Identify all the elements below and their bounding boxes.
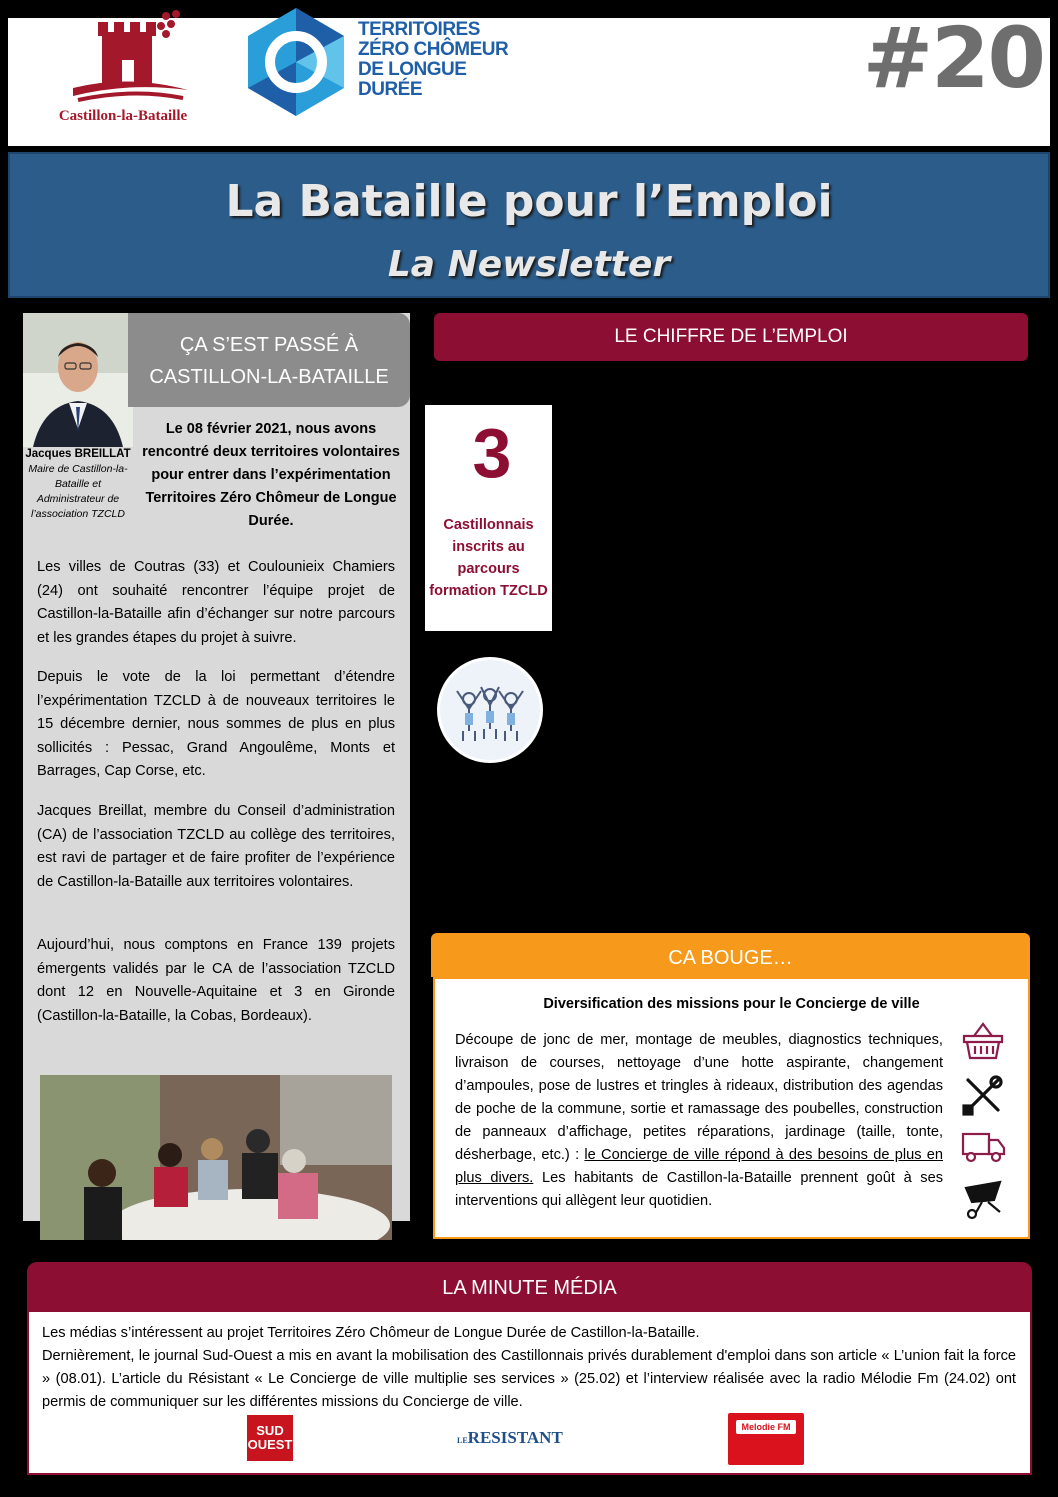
tzcld-emblem-icon xyxy=(240,6,352,118)
passe-header-line-1: ÇA S’EST PASSÉ À xyxy=(179,334,359,356)
sud-ouest-logo xyxy=(247,1415,293,1461)
bouge-text xyxy=(455,1029,943,1213)
person-name: Jacques BREILLAT xyxy=(25,448,131,460)
tzcld-line-1: TERRITOIRES xyxy=(358,19,480,40)
resistant-prefix: LE xyxy=(457,1436,468,1445)
resistant-wordmark: RESISTANT xyxy=(467,1428,563,1447)
passe-header-line-2: CASTILLON-LA-BATAILLE xyxy=(149,366,389,388)
melodie-fm-wordmark: Melodie FM xyxy=(736,1420,796,1434)
sud-ouest-logo-line-1: SUD xyxy=(256,1423,284,1438)
bouge-text-part: Les habitants de Castillon-la-Bataille prennent goût à ses interventions qui allègent leur quotidien. xyxy=(455,1170,944,1209)
media-line-1: Les médias s’intéressent au projet Territoires Zéro Chômeur de Longue Durée de Castillon-la-Bataille. xyxy=(42,1325,700,1341)
media-line-2: Dernièrement, le journal Sud-Ouest a mis en avant la mobilisation des Castillonnais privés durablement d'emploi dans son article « L’union fait la force » (08.01). L’article du Résistant « Le Concierge de ville multiplie ses services » (25.02) et l’interview réalisée avec la radio Mélodie Fm (24.02) ont permis de communiquer sur les différentes missions du Concierge de ville. xyxy=(42,1348,1016,1410)
person-role: Maire de Castillon-la-Bataille et Administrateur de l’association TZCLD xyxy=(28,463,128,520)
chiffre-value: 3 xyxy=(472,414,512,492)
bouge-title: Diversification des missions pour le Concierge de ville xyxy=(543,996,920,1012)
tzcld-line-2: ZÉRO CHÔMEUR xyxy=(358,39,509,60)
passe-paragraph: Aujourd’hui, nous comptons en France 139 projets émergents validés par le CA de l’association TZCLD dont 12 en Nouvelle-Aquitaine et 3 en Gironde (Castillon-la-Bataille, la Cobas, Bordeaux). xyxy=(37,937,395,1024)
title-banner xyxy=(8,152,1050,298)
town-name: Castillon-la-Bataille xyxy=(58,108,188,124)
passe-lead: Le 08 février 2021, nous avons rencontré deux territoires volontaires pour entrer dans l’expérimentation Territoires Zéro Chômeur de Longue Durée. xyxy=(142,421,400,529)
tzcld-line-3: DE LONGUE xyxy=(358,59,467,80)
melodie-fm-logo xyxy=(728,1413,804,1465)
media-section-header: LA MINUTE MÉDIA xyxy=(27,1262,1032,1310)
resistant-logo xyxy=(457,1428,563,1454)
chiffre-section-header: LE CHIFFRE DE L’EMPLOI xyxy=(434,313,1028,361)
issue-number: #20 xyxy=(862,9,1044,107)
tzcld-line-4: DURÉE xyxy=(358,79,423,100)
cheering-people-icon xyxy=(437,657,543,763)
passe-paragraph: Les villes de Coutras (33) et Coulounieix Chamiers (24) ont souhaité rencontrer l’équipe projet de Castillon-la-Bataille afin d’échanger sur notre parcours et les grandes étapes du projet à suivre. xyxy=(37,559,395,646)
passe-paragraph: Depuis le vote de la loi permettant d’étendre l’expérimentation TZCLD à de nouveaux territoires le 15 décembre dernier, nous sommes de plus en plus sollicités : Pessac, Grand Angoulême, Monts et Barrages, Cap Corse, etc. xyxy=(37,669,395,779)
media-text xyxy=(42,1322,1016,1414)
newsletter-subtitle: La Newsletter xyxy=(387,244,671,285)
bouge-section-header: CA BOUGE… xyxy=(431,933,1030,977)
sud-ouest-logo-line-2: OUEST xyxy=(247,1437,293,1452)
chiffre-label: Castillonnais inscrits au parcours formation TZCLD xyxy=(429,517,548,599)
portrait-caption xyxy=(23,447,133,522)
mayor-portrait xyxy=(23,313,133,447)
tools-icon xyxy=(960,1072,1006,1118)
castillon-logo xyxy=(18,4,228,126)
delivery-truck-icon xyxy=(960,1122,1006,1168)
passe-paragraph: Jacques Breillat, membre du Conseil d’administration (CA) de l’association TZCLD au collège des territoires, est ravi de partager et de faire profiter de l’expérience de Castillon-la-Bataille aux territoires volontaires. xyxy=(37,803,395,890)
newsletter-title: La Bataille pour l’Emploi xyxy=(225,176,833,227)
tzcld-logo xyxy=(240,6,510,124)
bouge-text-underlined: le Concierge de ville répond à des besoins de plus en plus divers. xyxy=(455,1147,943,1186)
meeting-photo xyxy=(40,1075,392,1240)
tzcld-wordmark xyxy=(358,20,508,100)
bouge-text-part: Découpe de jonc de mer, montage de meubles, diagnostics techniques, livraison de courses, nettoyage d’une hotte aspirante, changement d’ampoules, pose de lustres et tringles à rideaux, distribution des agendas de poche de la commune, sortie et ramassage des poubelles, construction de panneaux d’affichage, petites réparations, jardinage (taille, tonte, désherbage, etc.) : xyxy=(455,1032,943,1163)
passe-section-header xyxy=(128,313,410,407)
castle-icon xyxy=(18,4,228,108)
wheelbarrow-icon xyxy=(960,1174,1006,1220)
basket-icon xyxy=(960,1018,1006,1064)
